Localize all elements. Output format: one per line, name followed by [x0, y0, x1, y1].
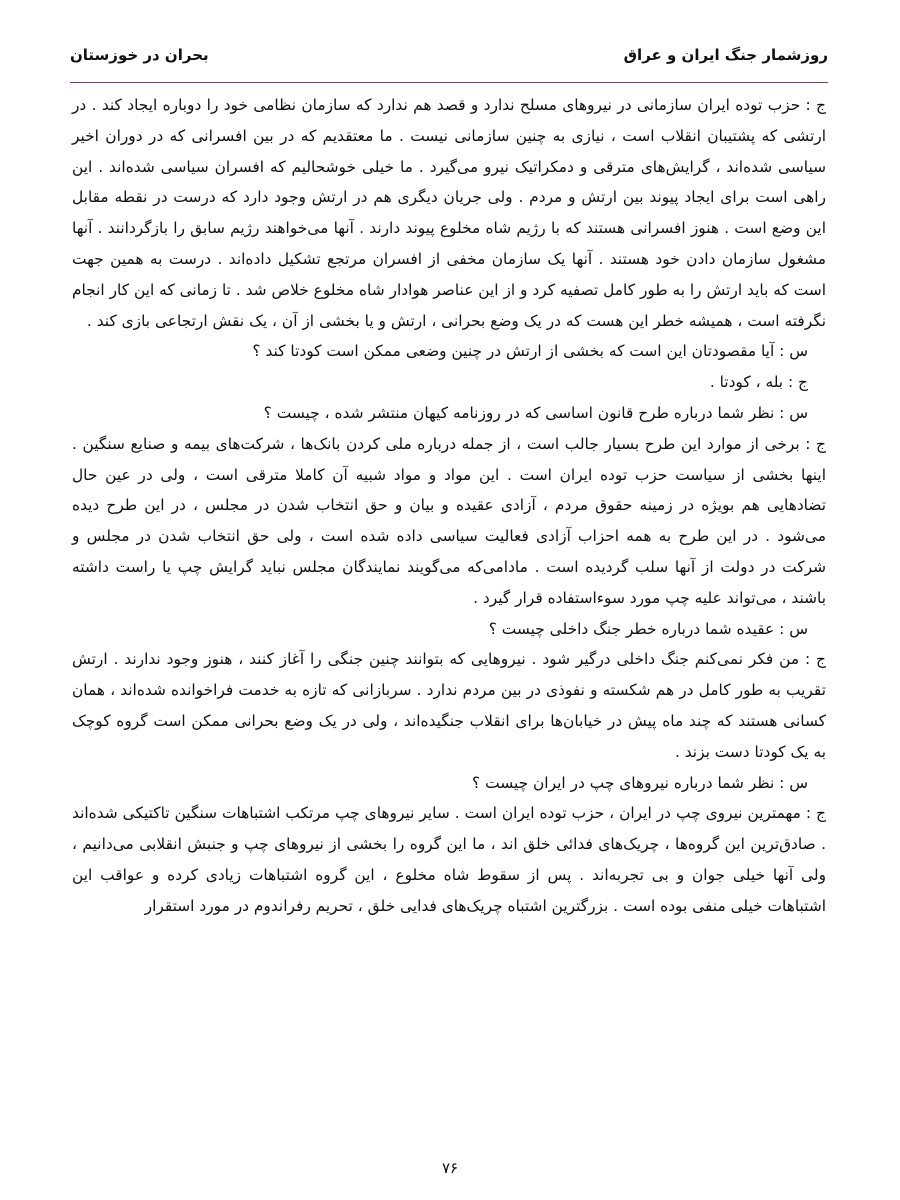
body-text — [72, 90, 826, 922]
question-paragraph: س : نظر شما درباره طرح قانون اساسی که در روزنامه کیهان منتشر شده ، چیست ؟ — [263, 403, 808, 422]
section-title: بحران در خوزستان — [70, 46, 209, 64]
answer-short-paragraph: ج : بله ، کودتا . — [709, 373, 808, 392]
answer-paragraph: ج : مهمترین نیروی چپ در ایران ، حزب توده ایران است . سایر نیروهای چپ مرتکب اشتباهات سنگین تاکتیکی شده‌اند . صادق‌ترین این گروه‌ها ، چریک‌های فدائی خلق اند ، ما این گروه را بخشی از نیروهای چپ و جنبش انقلابی می‌دانیم ، ولی آنها خیلی جوان و بی تجربه‌اند . پس از سقوط شاه مخلوع ، این گروه اشتباهات زیادی کرده و عواقب این اشتباهات خیلی منفی بوده است . بزرگترین اشتباه چریک‌های فدایی خلق ، تحریم رفراندوم در مورد استقرار — [72, 804, 826, 915]
question-paragraph: س : عقیده شما درباره خطر جنگ داخلی چیست ؟ — [488, 619, 808, 638]
answer-paragraph: ج : من فکر نمی‌کنم جنگ داخلی درگیر شود . نیروهایی که بتوانند چنین جنگی را آغاز کنند ، هنوز وجود ندارند . ارتش تقریب به طور کامل در هم شکسته و نفوذی در بین مردم ندارد . سربازانی که تازه به خدمت فراخوانده شده‌اند ، همان کسانی هستند که چند ماه پیش در خیابان‌ها برای انقلاب جنگیده‌اند ، ولی در یک وضع بحرانی ممکن است گروه کوچک به یک کودتا دست بزند . — [72, 650, 826, 761]
question-paragraph: س : نظر شما درباره نیروهای چپ در ایران چیست ؟ — [472, 773, 808, 792]
page-number: ۷۶ — [441, 1159, 459, 1177]
question-paragraph: س : آیا مقصودتان این است که بخشی از ارتش در چنین وضعی ممکن است کودتا کند ؟ — [252, 342, 808, 361]
running-header — [70, 44, 828, 74]
answer-paragraph: ج : حزب توده ایران سازمانی در نیروهای مسلح ندارد و قصد هم ندارد که سازمان نظامی خود را دوباره ایجاد کند . در ارتشی که پشتیبان انقلاب است ، نیازی به چنین سازمانی نیست . ما معتقدیم که در بین افسرانی که در دوران اخیر سیاسی شده‌اند ، گرایش‌های مترقی و دمکراتیک نیرو می‌گیرد . ما خیلی خوشحالیم که افسران سیاسی شده‌اند . این راهی است برای ایجاد پیوند بین ارتش و مردم . ولی جریان دیگری هم در ارتش وجود دارد که درست در نقطه مقابل این وضع است . هنوز افسرانی هستند که با رژیم شاه مخلوع پیوند دارند . آنها می‌خواهند رژیم سابق را بازگردانند . آنها مشغول سازمان دادن خود هستند . آنها یک سازمان مخفی از افسران مرتجع تشکیل داده‌اند . درست به همین جهت است که باید ارتش را به طور کامل تصفیه کرد و از این عناصر هوادار شاه مخلوع خلاص شد . تا زمانی که این کار انجام نگرفته است ، همیشه خطر این هست که در یک وضع بحرانی ، ارتش و یا بخشی از آن ، یک نقش ارتجاعی بازی کند . — [72, 96, 826, 330]
answer-paragraph: ج : برخی از موارد این طرح بسیار جالب است ، از جمله درباره ملی کردن بانک‌ها ، شرکت‌های بیمه و صنایع سنگین . اینها بخشی از سیاست حزب توده ایران است . این مواد و مواد شبیه آن کاملا مترقی است ، ولی در عین حال تضادهایی هم بویژه در زمینه حقوق مردم ، آزادی عقیده و بیان و حق انتخاب شدن در مجلس ، در این طرح دیده می‌شود . در این طرح به همه احزاب آزادی فعالیت سیاسی داده شده است ، ولی حق انتخاب شدن در مجلس و شرکت در دولت از آنها سلب گردیده است . مادامی‌که می‌گویند نمایندگان مجلس نباید گرایش چپ یا راست داشته باشند ، می‌تواند علیه چپ مورد سوءاستفاده قرار گیرد . — [72, 434, 826, 607]
book-title: روزشمار جنگ ایران و عراق — [623, 46, 828, 64]
header-divider — [70, 82, 828, 83]
